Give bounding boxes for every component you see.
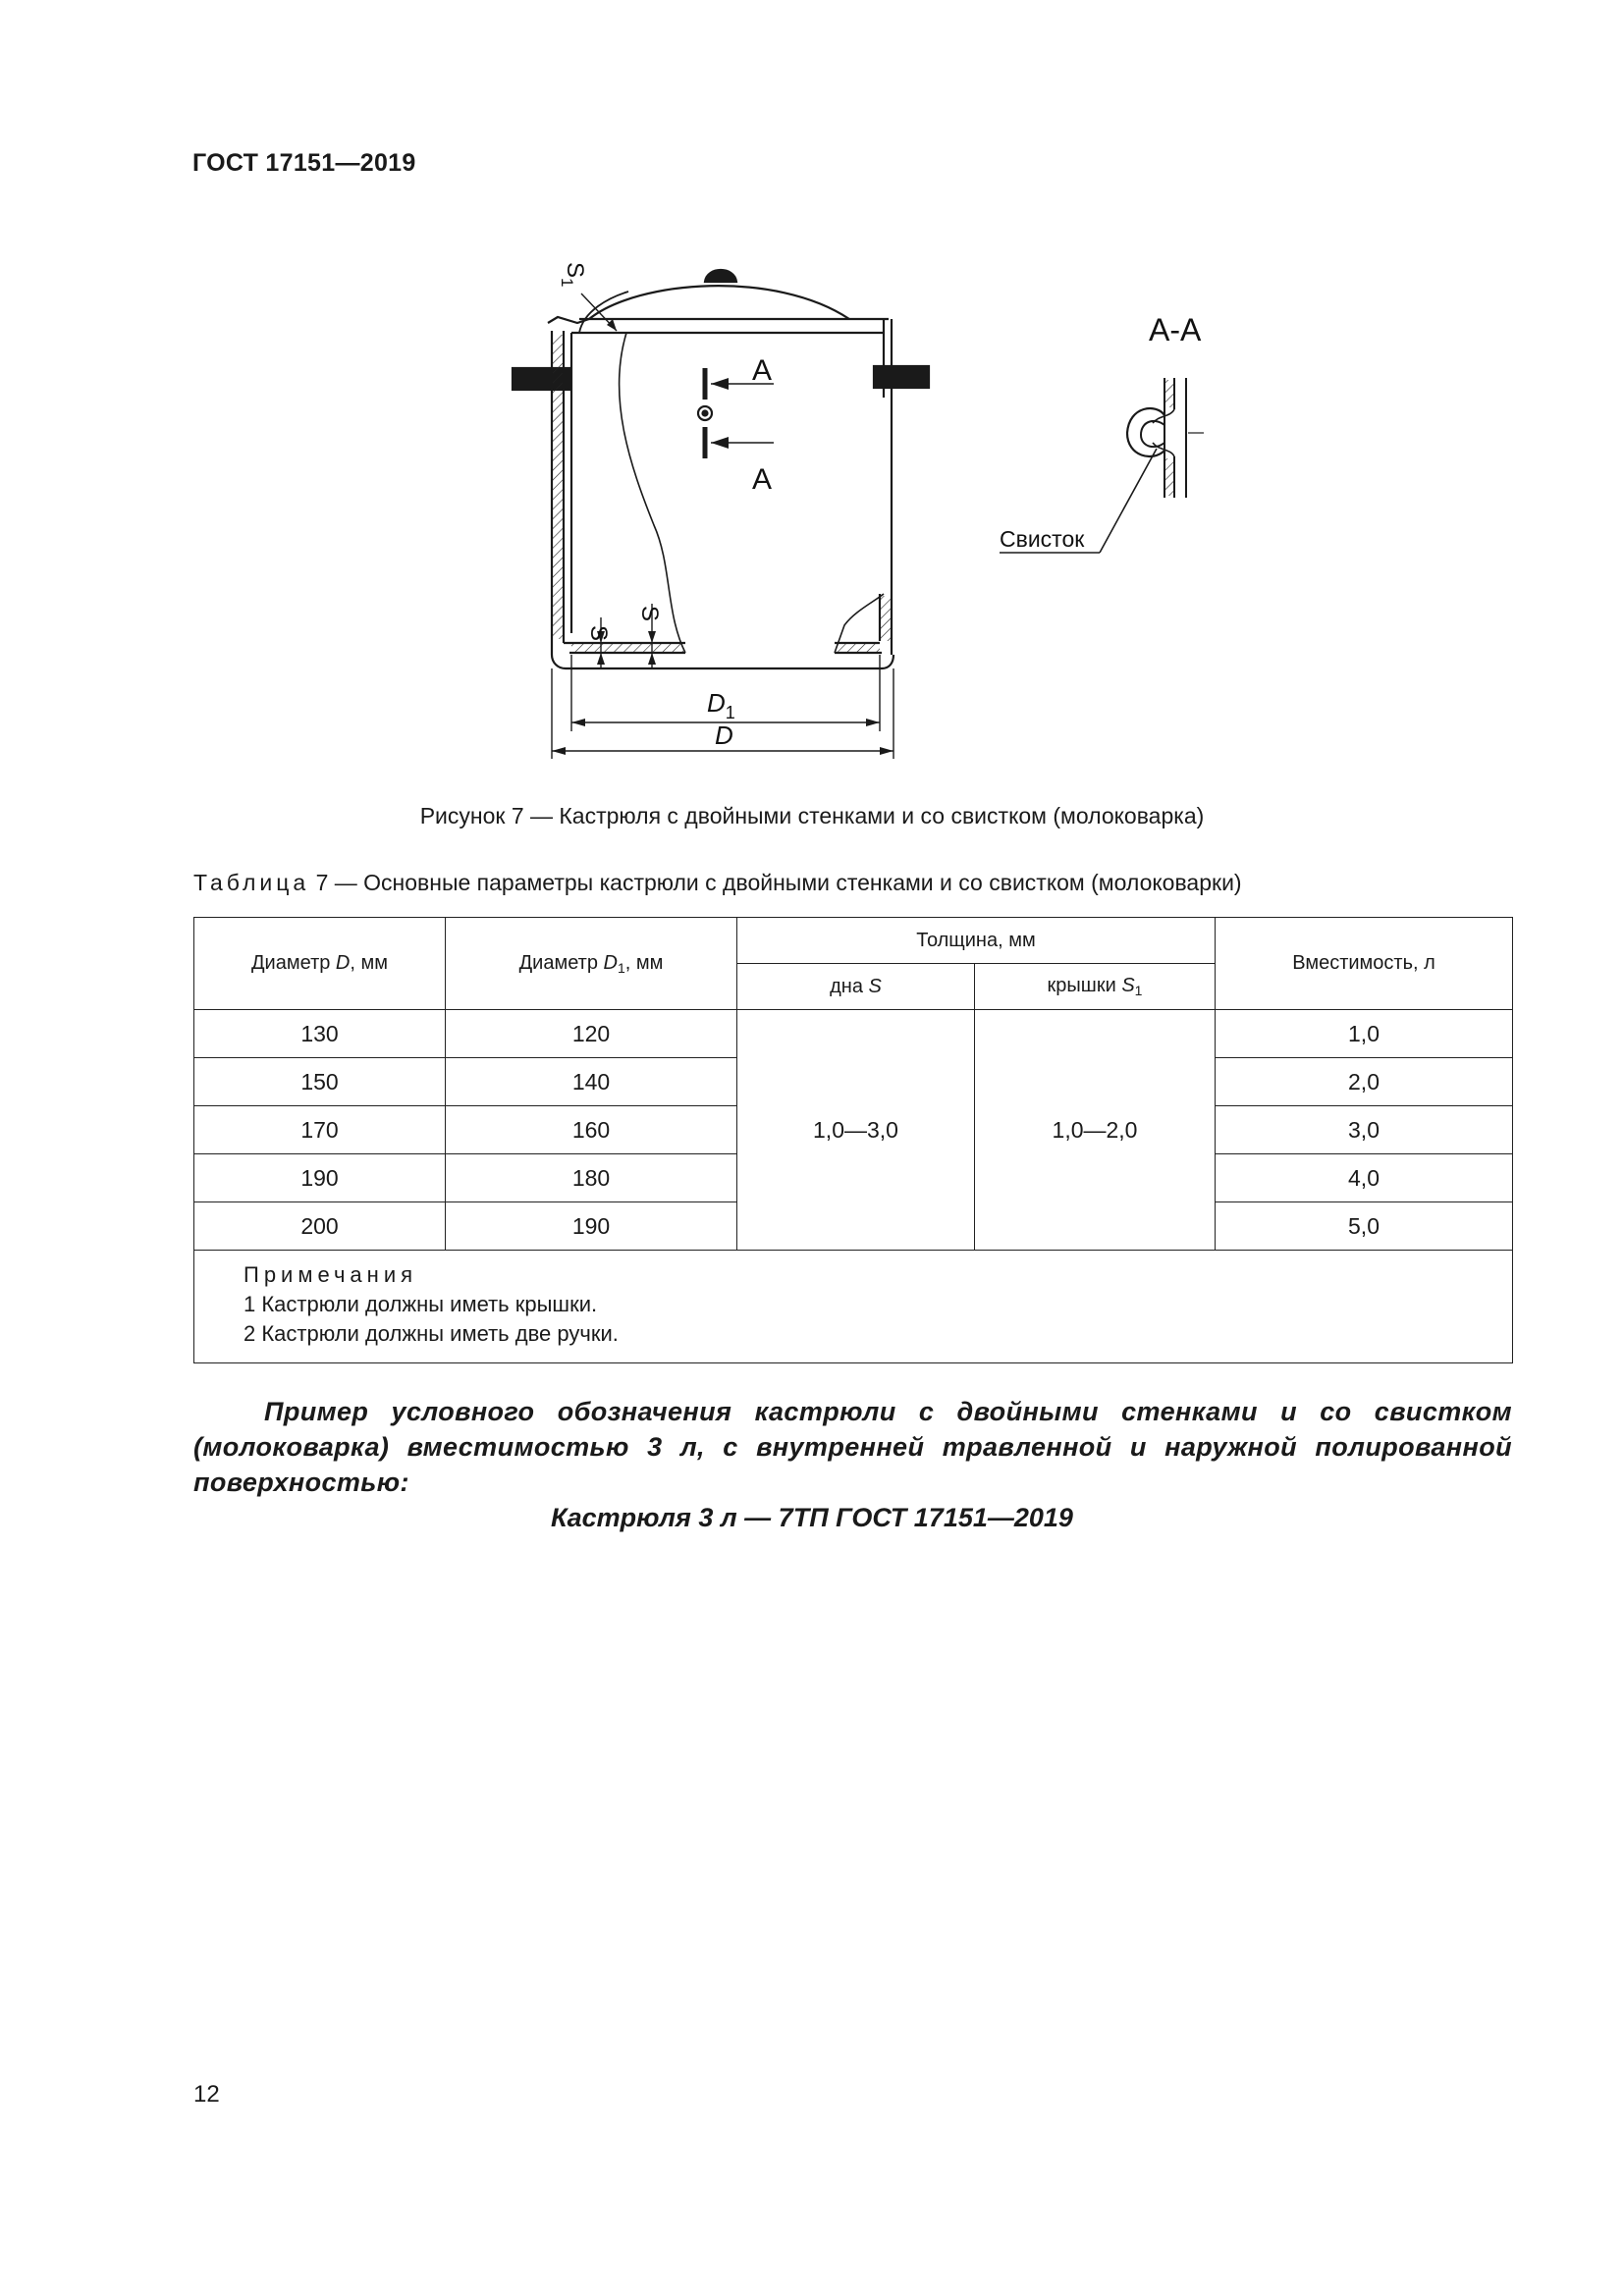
document-header: ГОСТ 17151—2019 — [192, 149, 416, 177]
cell-d: 150 — [194, 1058, 446, 1106]
bottom-hatch-left — [571, 644, 683, 652]
cell-capacity: 2,0 — [1216, 1058, 1513, 1106]
cell-capacity: 3,0 — [1216, 1106, 1513, 1154]
cell-d1: 160 — [446, 1106, 737, 1154]
cell-d1: 140 — [446, 1058, 737, 1106]
cell-d: 190 — [194, 1154, 446, 1202]
notes-cell — [194, 1251, 1513, 1363]
s-label-left: S — [585, 625, 612, 642]
pot-drawing — [513, 270, 929, 759]
cell-capacity: 5,0 — [1216, 1202, 1513, 1251]
d1-label: $D_1$ — [707, 688, 735, 722]
cell-d: 130 — [194, 1010, 446, 1058]
d-label: D — [715, 721, 733, 750]
table-caption — [193, 870, 1242, 896]
cell-capacity: 1,0 — [1216, 1010, 1513, 1058]
figure-7-drawing — [461, 240, 1247, 785]
designation-example: Пример условного обозначения кастрюли с двойными стенками и со свистком (молоковарка) вместимостью 3 л, с внутренней травленной и наружной полированной поверхностью: — [193, 1397, 1512, 1497]
designation-code: Кастрюля 3 л — 7ТП ГОСТ 17151—2019 — [551, 1503, 1073, 1532]
whistle-label: Свисток — [1000, 526, 1085, 552]
cell-d1: 190 — [446, 1202, 737, 1251]
s1-label: $S_1$ — [558, 262, 588, 288]
left-wall-hatch — [553, 335, 563, 639]
header-lid-thickness: крышки $S_1$ — [975, 964, 1216, 1010]
right-wall-hatch — [881, 596, 891, 641]
cell-capacity: 4,0 — [1216, 1154, 1513, 1202]
s-label-right: S — [636, 606, 663, 622]
cell-d: 170 — [194, 1106, 446, 1154]
cell-d1: 120 — [446, 1010, 737, 1058]
section-title: А-А — [1149, 312, 1202, 347]
notes-title: Примечания — [244, 1262, 418, 1287]
cell-lid-thickness: 1,0—2,0 — [975, 1010, 1216, 1251]
table-caption-prefix: Таблица — [193, 870, 310, 895]
cell-bottom-thickness: 1,0—3,0 — [737, 1010, 975, 1251]
header-diameter-d1: Диаметр $D_1$, мм — [446, 918, 737, 1010]
figure-caption: Рисунок 7 — Кастрюля с двойными стенками и со свистком (молоковарка) — [419, 803, 1205, 828]
parameters-table — [193, 917, 1513, 1363]
table-caption-text: 7 — Основные параметры кастрюли с двойными стенками и со свистком (молоковарки) — [309, 870, 1242, 895]
cell-d1: 180 — [446, 1154, 737, 1202]
section-mark-bottom: A — [752, 463, 773, 496]
section-mark-top: A — [752, 354, 773, 387]
cell-d: 200 — [194, 1202, 446, 1251]
table-row — [194, 1010, 1513, 1058]
bottom-hatch-right — [837, 644, 880, 652]
header-thickness: Толщина, мм — [737, 918, 1216, 964]
note-item: 1 Кастрюли должны иметь крышки. — [244, 1292, 598, 1316]
note-item: 2 Кастрюли должны иметь две ручки. — [244, 1321, 619, 1346]
right-handle — [874, 366, 929, 388]
header-bottom-thickness: дна S — [737, 964, 975, 1010]
lid-knob — [705, 270, 736, 282]
header-diameter-d: Диаметр D, мм — [194, 918, 446, 1010]
table-header-row — [194, 918, 1513, 964]
notes-row — [194, 1251, 1513, 1363]
whistle-profile — [1127, 408, 1164, 456]
page-number: 12 — [193, 2081, 220, 2108]
header-capacity: Вместимость, л — [1216, 918, 1513, 1010]
